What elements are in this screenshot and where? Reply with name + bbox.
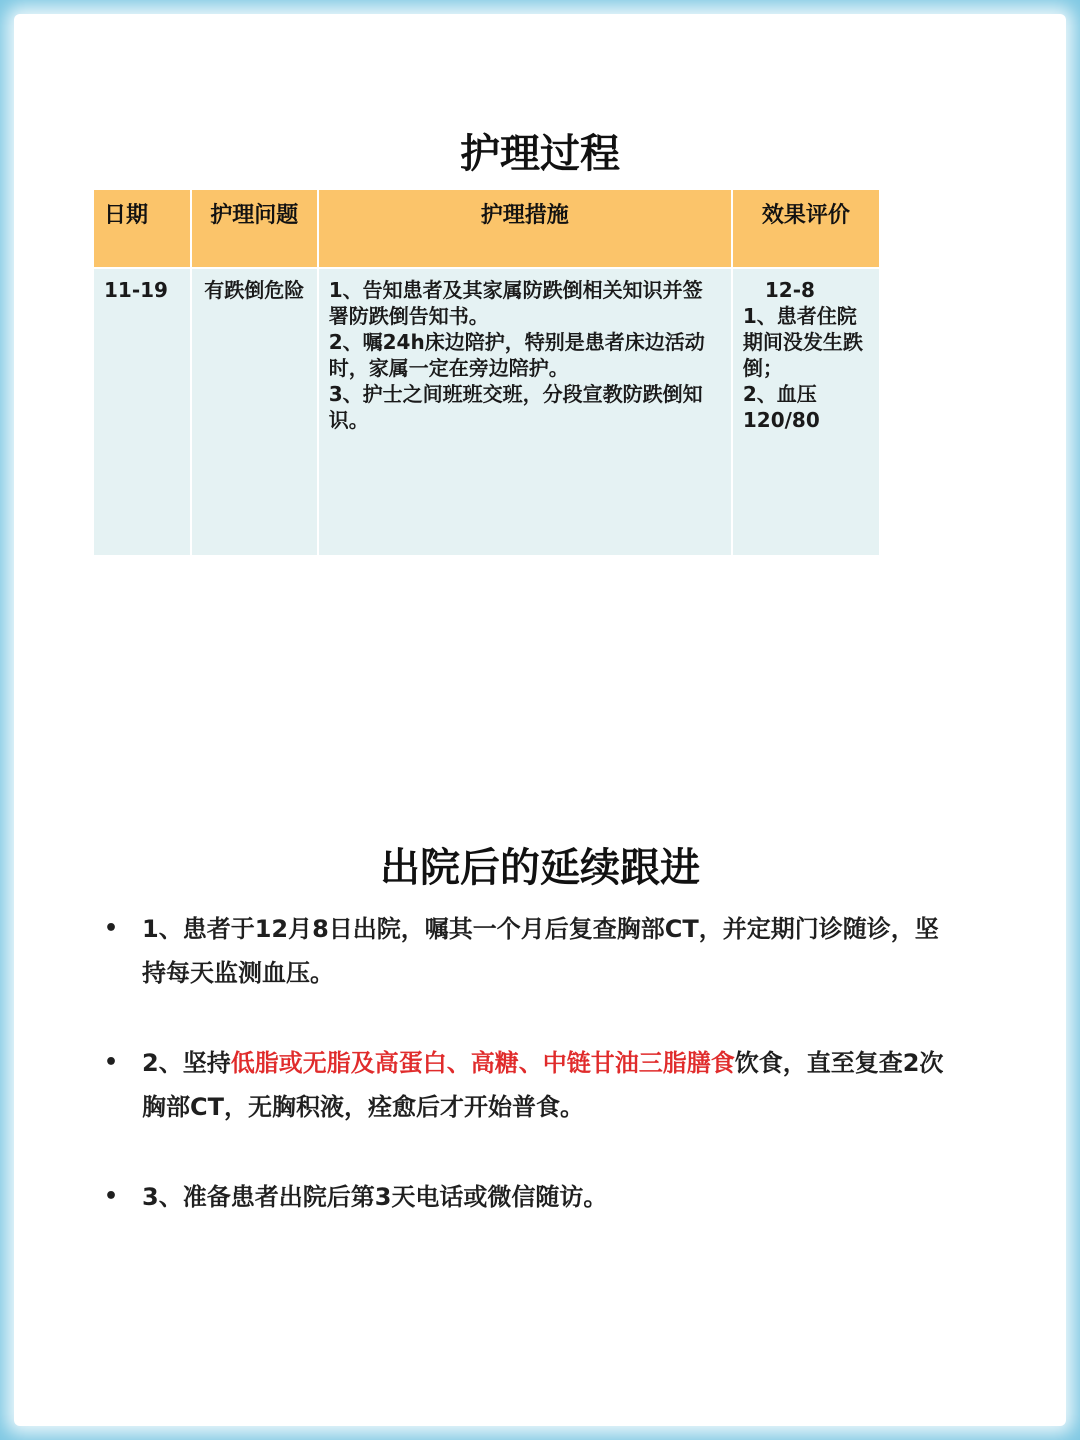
measure-item: 2、嘱24h床边陪护，特别是患者床边活动时，家属一定在旁边陪护。: [328, 330, 705, 380]
cell-evaluation: [732, 268, 879, 555]
cell-problem: 有跌倒危险: [191, 268, 318, 555]
measure-item: 1、告知患者及其家属防跌倒相关知识并签署防跌倒告知书。: [328, 278, 703, 328]
nursing-process-title: 护理过程: [460, 131, 620, 177]
follow-up-text: 3、准备患者出院后第3天电话或微信随访。: [142, 1183, 608, 1211]
evaluation-item: 1、患者住院期间没发生跌倒；: [742, 304, 863, 380]
header-problem: 护理问题: [191, 190, 318, 268]
follow-up-list: [102, 907, 952, 1265]
list-item: [102, 1175, 952, 1219]
cell-date: 11-19: [94, 268, 191, 555]
measure-item: 3、护士之间班班交班，分段宣教防跌倒知识。: [328, 382, 703, 432]
header-measures: 护理措施: [318, 190, 732, 268]
follow-up-suffix: 饮食，直至复查2次胸部CT，无胸积液，痊愈后才开始普食。: [142, 1049, 944, 1121]
cell-measures: [318, 268, 732, 555]
header-date: 日期: [94, 190, 191, 268]
page-frame: [14, 14, 1066, 1426]
nursing-process-table: [94, 190, 879, 555]
table-row: [94, 268, 879, 555]
table-header-row: [94, 190, 879, 268]
follow-up-prefix: 2、坚持: [142, 1049, 231, 1077]
bullet-icon: •: [104, 1050, 119, 1075]
follow-up-text: 1、患者于12月8日出院，嘱其一个月后复查胸部CT，并定期门诊随诊，坚持每天监测血压。: [142, 915, 939, 987]
diet-highlight: 低脂或无脂及高蛋白、高糖、中链甘油三脂膳食: [230, 1049, 735, 1077]
list-item: [102, 1041, 952, 1129]
follow-up-title: 出院后的延续跟进: [380, 845, 700, 891]
evaluation-item: 2、血压120/80: [742, 382, 820, 432]
list-item: [102, 907, 952, 995]
header-evaluation: 效果评价: [732, 190, 879, 268]
bullet-icon: •: [104, 916, 119, 941]
evaluation-date: 12-8: [764, 278, 815, 302]
bullet-icon: •: [104, 1184, 119, 1209]
